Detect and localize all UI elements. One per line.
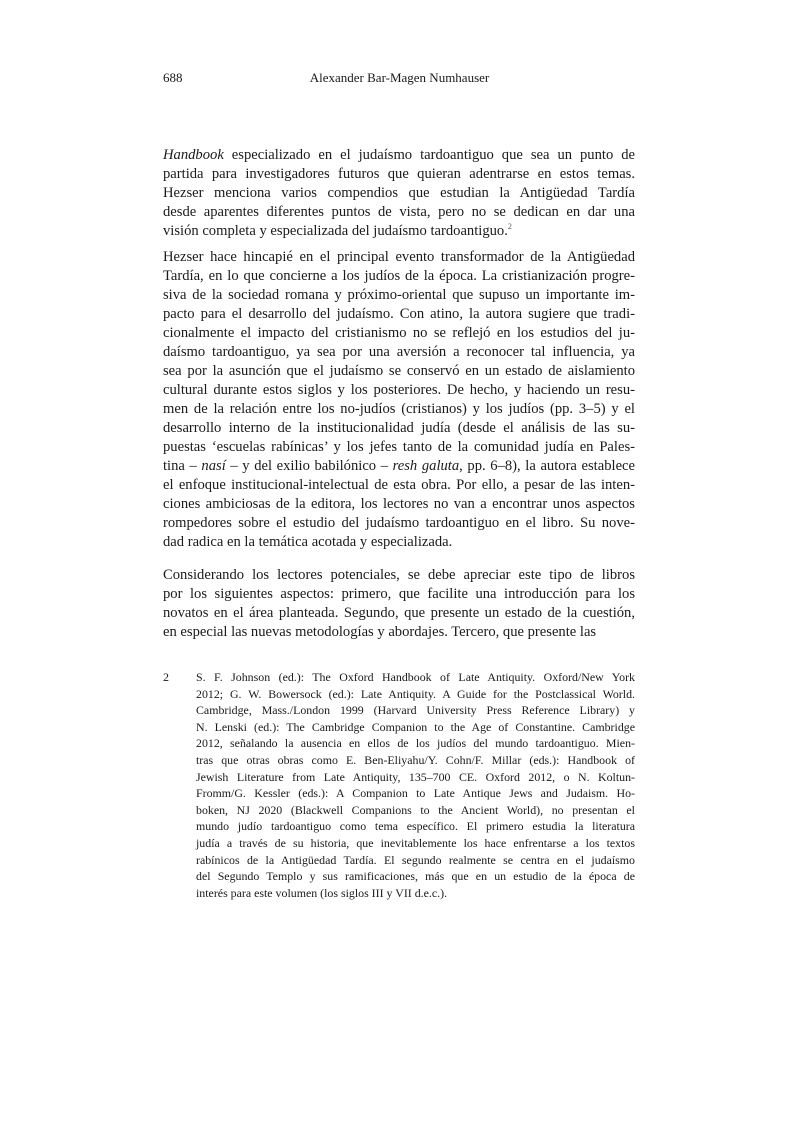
text-segment: daísmo tardoantiguo, ya sea por una aversión a reconocer tal influencia, ya bbox=[163, 344, 635, 360]
text-line bbox=[196, 719, 635, 736]
text-segment: Hezser hace hincapié en el principal evento transformador de la Antigüedad bbox=[163, 249, 635, 265]
text-line bbox=[163, 324, 635, 343]
text-segment: , pp. 6–8), la autora establece bbox=[459, 458, 635, 474]
text-segment: Fromm/G. Kessler (eds.): A Companion to Late Antique Jews and Judaism. Ho- bbox=[196, 786, 635, 801]
text-segment: pacto para el desarrollo del judaísmo. Con atino, la autora sugiere que tradi- bbox=[163, 306, 635, 322]
text-segment: interés para este volumen (los siglos III y VII d.e.c.). bbox=[196, 885, 448, 900]
text-line bbox=[196, 769, 635, 786]
text-segment: visión completa y especializada del judaísmo tardoantiguo. bbox=[163, 223, 508, 239]
text-line bbox=[163, 381, 635, 400]
text-line bbox=[196, 669, 635, 686]
page-number: 688 bbox=[163, 70, 183, 85]
text-segment: tina – bbox=[163, 458, 202, 474]
text-segment: desarrollo interno de la institucionalidad judía (desde el análisis de las su- bbox=[163, 420, 635, 436]
text-line bbox=[196, 835, 635, 852]
text-segment: judía a través de su historia, que inevitablemente los hace enfrentarse a los textos bbox=[196, 835, 635, 850]
text-segment: tras que otras obras como E. Ben-Eliyahu/Y. Cohn/F. Millar (eds.): Handbook of bbox=[196, 752, 635, 767]
text-segment: sea por la asunción que el judaísmo se conservó en un estado de aislamiento bbox=[163, 363, 635, 379]
text-segment: men de la relación entre los no-judíos (cristianos) y los judíos (pp. 3–5) y el bbox=[163, 401, 635, 417]
text-segment: Jewish Literature from Late Antiquity, 135–700 CE. Oxford 2012, o N. Koltun- bbox=[196, 769, 635, 784]
italic-text: nasí bbox=[201, 458, 226, 474]
text-segment: cultural durante estos siglos y los posteriores. De hecho, y haciendo un resu- bbox=[163, 382, 635, 398]
text-segment: Tardía, en lo que concierne a los judíos de la época. La cristianización progre- bbox=[163, 268, 635, 284]
text-line bbox=[163, 533, 635, 552]
text-segment: partida para investigadores futuros que quieran adentrarse en estos temas. bbox=[163, 166, 635, 182]
text-line bbox=[163, 604, 635, 623]
text-segment: mundo judío tardoantiguo como tema específico. El primero estudia la literatura bbox=[196, 819, 635, 834]
text-segment: 2012, señalando la ausencia en ellos de los judíos del mundo tardoantiguo. Mien- bbox=[196, 736, 635, 751]
text-line bbox=[163, 267, 635, 286]
text-line bbox=[163, 457, 635, 476]
text-line bbox=[163, 165, 635, 184]
italic-text: Handbook bbox=[163, 147, 224, 163]
text-line bbox=[163, 514, 635, 533]
text-line bbox=[196, 785, 635, 802]
text-line bbox=[163, 203, 635, 222]
text-line bbox=[163, 438, 635, 457]
text-line bbox=[163, 343, 635, 362]
text-line bbox=[163, 585, 635, 604]
text-segment: del Segundo Templo y sus ramificaciones, más que en un estudio de la época de bbox=[196, 869, 635, 884]
text-segment: S. F. Johnson (ed.): The Oxford Handbook of Late Antiquity. Oxford/New York bbox=[196, 670, 635, 684]
text-line bbox=[196, 885, 635, 902]
text-line bbox=[196, 802, 635, 819]
text-segment: cionalmente el impacto del cristianismo no se reflejó en los estudios del ju- bbox=[163, 325, 635, 341]
text-line bbox=[196, 868, 635, 885]
text-line bbox=[163, 495, 635, 514]
text-segment: desde aparentes diferentes puntos de vista, pero no se dedican en dar una bbox=[163, 204, 635, 220]
text-segment: Hezser menciona varios compendios que estudian la Antigüedad Tardía bbox=[163, 185, 635, 201]
text-line bbox=[163, 248, 635, 267]
text-line bbox=[163, 362, 635, 381]
text-segment: ciones ambiciosas de la editora, los lectores no van a encontrar unos aspectos bbox=[163, 496, 635, 512]
running-head: Alexander Bar-Magen Numhauser bbox=[309, 70, 490, 85]
text-segment: – y del exilio babilónico – bbox=[225, 458, 393, 474]
text-segment: rompedores sobre el estudio del judaísmo tardoantiguo en el libro. Su nove- bbox=[163, 515, 635, 531]
text-segment: boken, NJ 2020 (Blackwell Companions to the Ancient World), no presentan el bbox=[196, 802, 635, 817]
text-segment: por los siguientes aspectos: primero, que facilite una introducción para los bbox=[163, 586, 635, 602]
text-line bbox=[163, 146, 635, 165]
text-line bbox=[163, 184, 635, 203]
text-segment: N. Lenski (ed.): The Cambridge Companion to the Age of Constantine. Cambridge bbox=[196, 719, 635, 734]
text-segment: Considerando los lectores potenciales, se debe apreciar este tipo de libros bbox=[163, 567, 635, 583]
text-line bbox=[163, 222, 635, 241]
text-line bbox=[196, 852, 635, 869]
footnote-text bbox=[196, 669, 635, 901]
paragraph bbox=[163, 146, 635, 241]
text-segment: 2012; G. W. Bowersock (ed.): Late Antiquity. A Guide for the Postclassical World. bbox=[196, 686, 635, 701]
footnote-number: 2 bbox=[163, 670, 169, 684]
text-segment: siva de la sociedad romana y próximo-oriental que supuso un importante im- bbox=[163, 287, 635, 303]
text-line bbox=[163, 566, 635, 585]
italic-text: resh galuta bbox=[392, 458, 460, 474]
text-segment: rabínicos de la Antigüedad Tardía. El segundo realmente se centra en el judaísmo bbox=[196, 852, 635, 867]
text-line bbox=[163, 400, 635, 419]
text-segment: dad radica en la temática acotada y especializada. bbox=[163, 534, 453, 550]
text-segment: en especial las nuevas metodologías y abordajes. Tercero, que presente las bbox=[163, 624, 597, 640]
text-segment: novatos en el área planteada. Segundo, que presente un estado de la cuestión, bbox=[163, 605, 635, 621]
text-segment: puestas ‘escuelas rabínicas’ y los jefes tanto de la comunidad judía en Pales- bbox=[163, 439, 635, 455]
footnote-reference[interactable]: 2 bbox=[507, 222, 512, 231]
text-line bbox=[196, 702, 635, 719]
text-segment: especializado en el judaísmo tardoantiguo que sea un punto de bbox=[223, 147, 635, 163]
text-line bbox=[163, 623, 635, 642]
text-line bbox=[163, 476, 635, 495]
text-line bbox=[196, 686, 635, 703]
text-segment: el enfoque institucional-intelectual de esta obra. Por ello, a pesar de las inten- bbox=[163, 477, 635, 493]
text-segment: Cambridge, Mass./London 1999 (Harvard University Press Reference Library) y bbox=[196, 703, 635, 718]
text-line bbox=[163, 305, 635, 324]
paragraph bbox=[163, 248, 635, 552]
text-line bbox=[196, 735, 635, 752]
text-line bbox=[163, 419, 635, 438]
text-line bbox=[163, 286, 635, 305]
text-line bbox=[196, 752, 635, 769]
paragraph bbox=[163, 566, 635, 642]
text-line bbox=[196, 818, 635, 835]
